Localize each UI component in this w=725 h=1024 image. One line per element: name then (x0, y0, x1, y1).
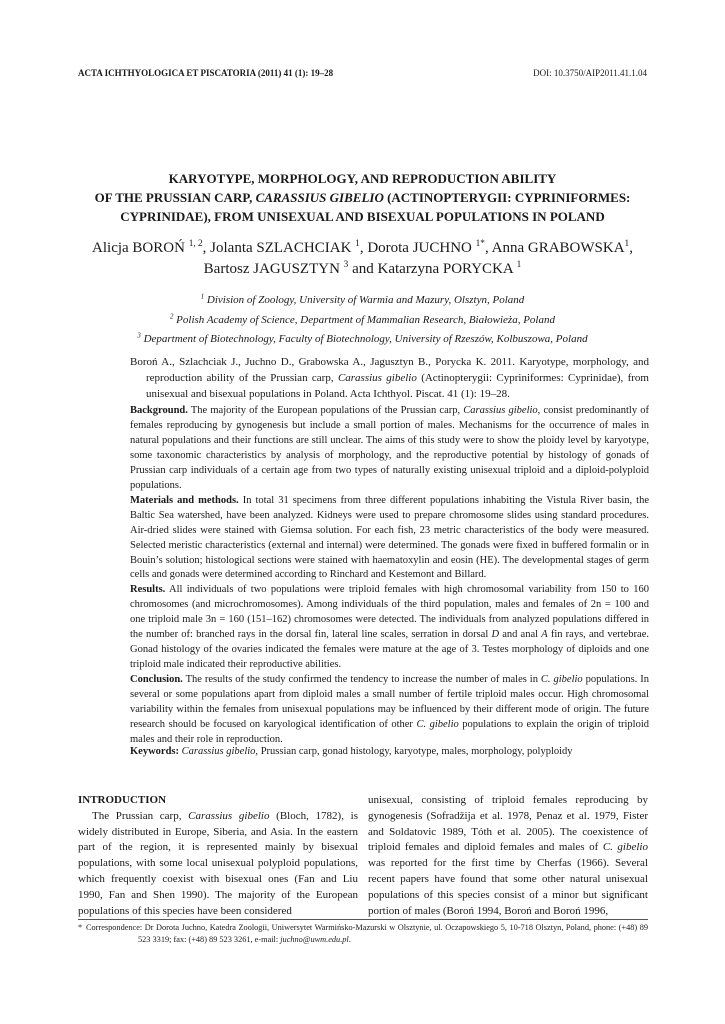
author-affiliation-mark: 1 (624, 239, 630, 249)
keywords-list: Prussian carp, gonad histology, karyotype, males, morphology, polyploidy (258, 746, 573, 757)
abstract-fin-symbol: A (541, 629, 548, 641)
title-line-3: CYPRINIDAE), FROM UNISEXUAL AND BISEXUAL POPULATIONS IN POLAND (120, 209, 605, 224)
author: Jolanta SZLACHCIAK (210, 240, 352, 256)
abstract-text: fin rays, and vertebrae. Gonad histology of the ovaries indicated the females were mature at the age of 3. Testes morphology of diploids and one triploid male indicated their reproductive abilities. (130, 629, 650, 671)
body-text: (Bloch, 1782), is widely distributed in Europe, Siberia, and Asia. In the eastern part of the region, it is represented mainly by bisexual populations, with some local unisexual polyploid populations, which frequently coexist with bisexual ones (Fan and Liu 1990, Fan and Shen 1990). The majority of the European populations of this species have been considered (78, 809, 358, 917)
section-heading-introduction: INTRODUCTION (78, 794, 167, 806)
abstract-background (130, 404, 649, 494)
author-affiliation-mark: 1, 2 (188, 239, 203, 249)
author-affiliation-mark: 1 (516, 260, 522, 270)
body-species: Carassius gibelio (188, 809, 270, 822)
keywords-species: Carassius gibelio, (181, 746, 259, 757)
affiliation-text: Division of Zoology, University of Warmia and Mazury, Olsztyn, Poland (206, 294, 525, 306)
body-column-right (368, 793, 648, 919)
abstract-species: C. gibelio (416, 719, 459, 731)
abstract-conclusion (130, 673, 649, 748)
body-text: unisexual, consisting of triploid females reproducing by gynogenesis (Sofradžija et al. 1978, Penaz et al. 1979, Fister and Soldatovic 1989, Tóth et al. 2005). The coexistence of triploid females and diploid females and males of (368, 794, 648, 854)
author: Alicja BOROŃ (92, 240, 185, 256)
abstract-fin-symbol: D (491, 629, 500, 641)
abstract-text: The majority of the European populations of the Prussian carp, (187, 405, 464, 416)
citation-text: Boroń A., Szlachciak J., Juchno D., Grabowska A., Jagusztyn B., Porycka K. 2011. Karyotype, morphology, and reproduction ability of the Prussian carp, (130, 356, 649, 384)
affiliation-number: 1 (200, 293, 205, 301)
body-text: The Prussian carp, (92, 809, 189, 822)
abstract-text: and anal (499, 629, 542, 641)
abstract-text: populations to explain the origin of triploid males and their role in reproduction. (130, 719, 649, 745)
abstract-text: , consist predominantly of females reproducing by gynogenesis but include a small portion of males. Mechanisms for the occurrence of males in natural populations and their functions are still unclear. The aims of this study were to show the ploidy level by karyotype, some taxonomic characteristics by analysis of morphology, and the reproductive potential by histology of gonads of Prussian carp individuals of a certain age from two types of naturally existing unisexual triploid and a diploid-polyploid populations. (130, 405, 650, 491)
author: Anna GRABOWSKA (491, 240, 625, 256)
abstract (130, 404, 649, 748)
abstract-text: In total 31 specimens from three different populations inhabiting the Vistula River basin, the Baltic Sea watershed, have been analyzed. Kidneys were used to prepare chromosome slides using standard procedures. Air-dried slides were stained with Giemsa solution. For each fish, 23 metric characteristics of the body were measured. Selected meristic characteristics (external and internal) were determined. The gonads were fixed in buffered formalin or in Bouin’s solution; histological sections were stained with haematoxylin and eosin (HE). The developmental stages of germ cells and gonads were determined according to Rinchard and Kestemont and Billard. (130, 494, 649, 581)
affiliation (60, 330, 665, 350)
journal-citation: ACTA ICHTHYOLOGICA ET PISCATORIA (2011) 41 (1): 19–28 (78, 68, 334, 78)
author: Bartosz JAGUSZTYN (203, 261, 340, 277)
body-paragraph (78, 809, 358, 920)
author-separator: , (484, 240, 492, 256)
author-separator: , (359, 240, 368, 256)
affiliation-text: Polish Academy of Science, Department of Mammalian Research, Białowieża, Poland (176, 313, 555, 326)
footnote-text: Correspondence: Dr Dorota Juchno, Katedra Zoologii, Uniwersytet Warmińsko-Mazurski w Olsztynie, ul. Oczapowskiego 5, 10-718 Olsztyn, Poland, phone: (+48) 89 523 3319; fax: (+48) 89 523 3261, e-mail: (86, 923, 648, 944)
title-line-2: OF THE PRUSSIAN CARP, (94, 190, 256, 205)
abstract-methods (130, 494, 649, 584)
author-separator: , (202, 240, 211, 256)
affiliations (60, 291, 665, 350)
author-affiliation-mark: 1* (475, 239, 485, 249)
footnote-divider (78, 919, 648, 920)
running-head (78, 66, 647, 80)
keywords-label: Keywords: (130, 746, 179, 757)
keywords (130, 744, 649, 759)
author-list (60, 238, 665, 280)
abstract-label: Materials and methods. (130, 494, 239, 506)
author-affiliation-mark: 3 (343, 260, 349, 270)
author: Katarzyna PORYCKA (377, 261, 513, 277)
author-affiliation-mark: 1 (355, 239, 360, 249)
body-column-left (78, 793, 358, 919)
affiliation-number: 3 (137, 332, 141, 340)
affiliation-text: Department of Biotechnology, Faculty of Biotechnology, University of Rzeszów, Kolbuszowa, Poland (143, 333, 588, 345)
abstract-text: All individuals of two populations were triploid females with high chromosomal variability from 150 to 160 chromosomes (and microchromosomes). Among individuals of the third population, males and females of 2n = 100 and one triploid male 3n = 160 (151–162) chromosomes were detected. The individuals from analyzed populations differed in the number of: branched rays in the dorsal fin, lateral line scales, serration in dorsal (130, 584, 649, 641)
body-paragraph (368, 793, 648, 919)
abstract-species: C. gibelio (540, 674, 583, 686)
correspondence-footnote (78, 922, 648, 946)
bibliographic-citation (130, 354, 649, 402)
abstract-label: Results. (130, 584, 166, 596)
affiliation (60, 311, 665, 331)
abstract-text: The results of the study confirmed the tendency to increase the number of males in (182, 674, 541, 686)
citation-text-end: (Actinopterygii: Cypriniformes: Cyprinidae), from unisexual and bisexual populations in Poland. Acta Ichthyol. Piscat. 41 (1): 19–28. (146, 372, 649, 400)
author-separator: and (348, 261, 378, 277)
title-line-1: KARYOTYPE, MORPHOLOGY, AND REPRODUCTION ABILITY (168, 171, 557, 186)
abstract-label: Conclusion. (130, 674, 183, 686)
abstract-text: populations. In several or some populations apart from diploid males a small number of fertile triploid males occur. High chromosomal variability within the females from unisexual populations may be influenced by their different mode of origin. The future research should be focused on karyological identification of other (130, 674, 649, 731)
author-separator: , (629, 240, 633, 256)
abstract-label: Background. (130, 405, 188, 416)
footnote-mark: * (78, 923, 83, 932)
title-species: CARASSIUS GIBELIO (255, 190, 384, 205)
abstract-species: Carassius gibelio (463, 405, 538, 416)
author: Dorota JUCHNO (367, 240, 472, 256)
body-text: was reported for the first time by Cherfas (1966). Several recent papers have found that some other natural unisexual populations of this species consist of a minor but significant portion of males (Boroń 1994, Boroń and Boroń 1996, (368, 857, 648, 917)
affiliation-number: 2 (170, 312, 174, 320)
affiliation (60, 291, 665, 311)
citation-species: Carassius gibelio (337, 372, 417, 384)
doi: DOI: 10.3750/AIP2011.41.1.04 (533, 68, 647, 78)
body-species: C. gibelio (602, 841, 648, 854)
abstract-results (130, 583, 649, 673)
correspondence-email: juchno@uwm.edu.pl (280, 935, 349, 944)
title-line-2-end: (ACTINOPTERYGII: CYPRINIFORMES: (383, 190, 631, 205)
article-title (60, 169, 665, 226)
footnote-end: . (348, 935, 351, 944)
